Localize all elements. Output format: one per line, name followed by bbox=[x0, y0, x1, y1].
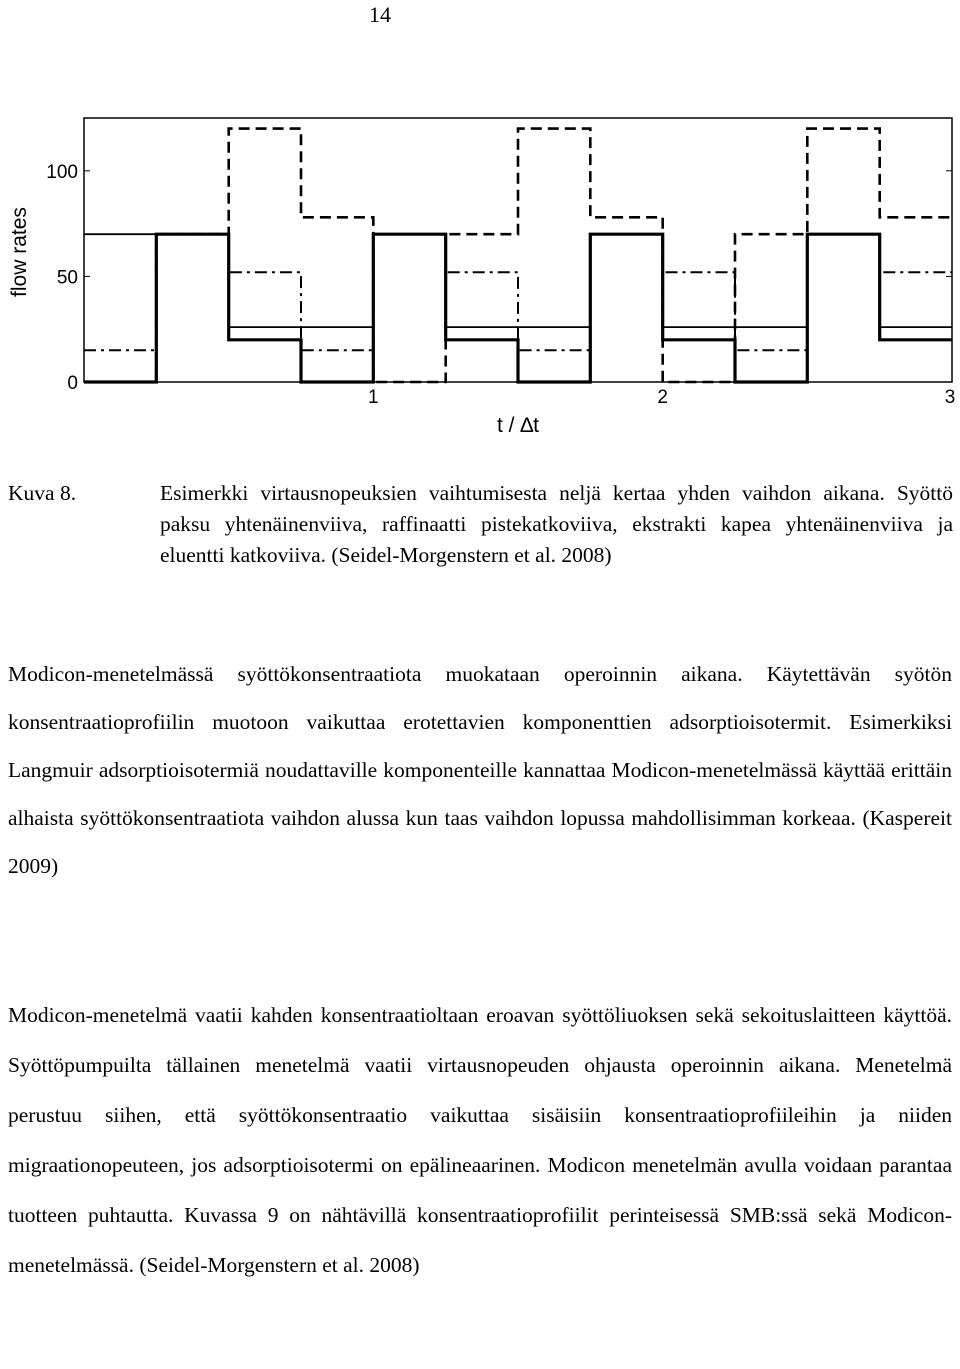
body-paragraph-1: Modicon-menetelmässä syöttökonsentraatiota muokataan operoinnin aikana. Käytettävän syötön konsentraatioprofiilin muotoon vaikuttaa erotettavien komponenttien adsorptioisotermit. Esimerkiksi Langmuir adsorptioisotermiä noudattaville komponenteille kannattaa Modicon-menetelmässä käyttää erittäin alhaista syöttökonsentraatiota vaihdon alussa kun taas vaihdon lopussa mahdollisimman korkeaa. (Kaspereit 2009) bbox=[8, 662, 952, 878]
series-line-2 bbox=[84, 234, 952, 350]
x-axis-label: t / ∆t bbox=[496, 414, 540, 437]
x-tick-label: 1 bbox=[368, 387, 379, 408]
caption-text: Esimerkki virtausnopeuksien vaihtumisesta neljä kertaa yhden vaihdon aikana. Syöttö paksu yhtenäinenviiva, raffinaatti pistekatkoviiva, ekstrakti kapea yhtenäinenviiva ja eluentti katkoviiva. (Seidel-Morgenstern et al. 2008) bbox=[160, 481, 953, 567]
y-tick-label: 50 bbox=[56, 267, 78, 289]
caption-label: Kuva 8. bbox=[8, 481, 77, 505]
y-tick-label: 0 bbox=[67, 373, 78, 394]
x-tick-label: 2 bbox=[657, 387, 668, 408]
x-tick-label: 3 bbox=[944, 387, 956, 408]
body-paragraph-2: Modicon-menetelmä vaatii kahden konsentraatioltaan eroavan syöttöliuoksen sekä sekoituslaitteen käyttöä. Syöttöpumpuilta tällainen menetelmä vaatii virtausnopeuden ohjausta operoinnin aikana. Menetelmä perustuu siihen, että syöttökonsentraatio vaikuttaa sisäisiin konsentraatioprofiileihin ja niiden migraationopeuteen, jos adsorptioisotermi on epälineaarinen. Modicon menetelmän avulla voidaan parantaa tuotteen puhtautta. Kuvassa 9 on nähtävillä konsentraatioprofiilit perinteisessä SMB:ssä sekä Modicon-menetelmässä. (Seidel-Morgenstern et al. 2008) bbox=[8, 1003, 952, 1277]
y-axis-label: flow rates bbox=[8, 207, 31, 297]
flow-rate-chart bbox=[0, 110, 960, 440]
y-tick-label: 100 bbox=[46, 161, 78, 183]
page-number: 14 bbox=[369, 2, 391, 27]
